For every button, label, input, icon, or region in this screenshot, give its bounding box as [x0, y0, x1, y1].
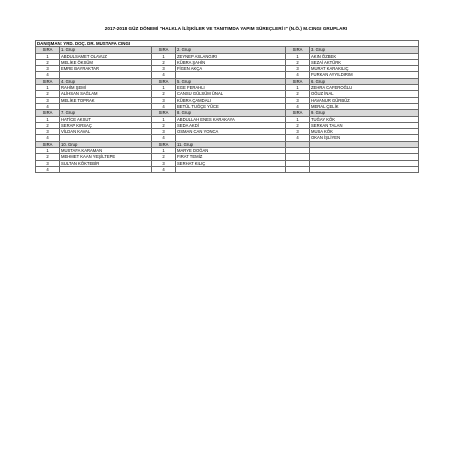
- row-number: 1: [152, 53, 176, 59]
- group-title: 9. Grup: [310, 110, 419, 116]
- group-title: 6. Grup: [310, 78, 419, 84]
- member-name: BETÜL TUĞÇE YÜCE: [176, 103, 286, 109]
- document-title: 2017-2018 GÜZ DÖNEMİ "HALKLA İLİŞKİLER VE TANITIMDA YAPIM SÜREÇLERİ I" (N.Ö.) M.CINGI GRUPLARI: [104, 26, 348, 31]
- member-name: SEDA AKDİ: [176, 122, 286, 128]
- member-name: FURKAN AYYILDIRIM: [310, 72, 419, 78]
- row-number: 1: [36, 85, 60, 91]
- member-name: MARYE DOĞAN: [176, 148, 286, 154]
- row-number: 1: [36, 53, 60, 59]
- member-name: SERHAT KILIÇ: [176, 160, 286, 166]
- row-number: 4: [36, 166, 60, 172]
- row-number: 3: [36, 97, 60, 103]
- member-name: SERKAN TALAN: [310, 122, 419, 128]
- member-name: SEZAİ AKTÜRK: [310, 59, 419, 65]
- row-number: 1: [286, 116, 310, 122]
- row-number: 2: [152, 59, 176, 65]
- row-number: 4: [36, 72, 60, 78]
- row-number: 3: [286, 66, 310, 72]
- sira-header: SIRA: [286, 110, 310, 116]
- group-title: 3. Grup: [310, 47, 419, 53]
- row-number: 4: [152, 166, 176, 172]
- member-name: ALİHSAN SAĞLAM: [60, 91, 152, 97]
- row-number: 4: [286, 72, 310, 78]
- member-name: RAHİM ŞEMİ: [60, 85, 152, 91]
- sira-header: SIRA: [152, 78, 176, 84]
- group-title: 8. Grup: [176, 110, 286, 116]
- row-number: 4: [286, 135, 310, 141]
- member-name: OSMAN CAN YONCA: [176, 129, 286, 135]
- row-number: 3: [286, 129, 310, 135]
- row-number: 4: [152, 135, 176, 141]
- row-number: 4: [36, 103, 60, 109]
- group-title: 4. Grup: [60, 78, 152, 84]
- sira-header: SIRA: [152, 141, 176, 147]
- sira-header: SIRA: [36, 141, 60, 147]
- row-number: 1: [152, 85, 176, 91]
- table-row: [36, 166, 419, 172]
- member-name: [310, 166, 419, 172]
- member-name: ABDULSAMET OLAVUZ: [60, 53, 152, 59]
- row-number: 3: [286, 97, 310, 103]
- row-number: 2: [286, 59, 310, 65]
- member-name: TUĞAY KÖK: [310, 116, 419, 122]
- row-number: 3: [36, 66, 60, 72]
- sira-header: SIRA: [286, 47, 310, 53]
- group-title: 5. Grup: [176, 78, 286, 84]
- row-number: [286, 166, 310, 172]
- member-name: MURAT KARAKILIÇ: [310, 66, 419, 72]
- row-number: 3: [152, 97, 176, 103]
- member-name: HAVANUR GÜRBÜZ: [310, 97, 419, 103]
- member-name: CANSU GÜLSÜM ÜNAL: [176, 91, 286, 97]
- member-name: EGE FERAHLI: [176, 85, 286, 91]
- row-number: 3: [36, 160, 60, 166]
- member-name: ZEYNEP ASLANGIRI: [176, 53, 286, 59]
- row-number: 2: [36, 91, 60, 97]
- row-number: 1: [286, 85, 310, 91]
- member-name: KÜBRA ÇAMDALI: [176, 97, 286, 103]
- member-name: HATİCE AKSUT: [60, 116, 152, 122]
- member-name: MELİKE ÖKSÜM: [60, 59, 152, 65]
- row-number: 4: [286, 103, 310, 109]
- member-name: OKAN İŞLİYEN: [310, 135, 419, 141]
- row-number: 2: [286, 91, 310, 97]
- member-name: AKIN ÖZBEK: [310, 53, 419, 59]
- row-number: 3: [152, 66, 176, 72]
- member-name: OĞUZ İNAL: [310, 91, 419, 97]
- sira-header: SIRA: [36, 110, 60, 116]
- member-name: FİGEN AKÇA: [176, 66, 286, 72]
- row-number: 1: [152, 116, 176, 122]
- member-name: MELİKE TOPRAK: [60, 97, 152, 103]
- member-name: SERAP KIRSAÇ: [60, 122, 152, 128]
- row-number: 3: [152, 129, 176, 135]
- row-number: 4: [152, 103, 176, 109]
- group-title: 7. Grup: [60, 110, 152, 116]
- member-name: MERAL ÇELİK: [310, 103, 419, 109]
- row-number: 2: [36, 59, 60, 65]
- advisor-name: DANIŞMAN: YRD. DOÇ. DR. MUSTAFA CINGI: [36, 41, 419, 47]
- member-name: FIRAT TEMİZ: [176, 154, 286, 160]
- group-title: 11. Grup: [176, 141, 286, 147]
- row-number: 1: [152, 148, 176, 154]
- groups-table: [35, 40, 419, 173]
- row-number: 2: [152, 91, 176, 97]
- member-name: KÜBRA ŞAHİN: [176, 59, 286, 65]
- member-name: MEHMET KAAN YEŞİLTEPE: [60, 154, 152, 160]
- sira-header: SIRA: [152, 47, 176, 53]
- member-name: ABDULLAH ENES KARAKAYA: [176, 116, 286, 122]
- row-number: 2: [36, 122, 60, 128]
- groups-table-body: [36, 41, 419, 173]
- row-number: 4: [36, 135, 60, 141]
- row-number: 3: [36, 129, 60, 135]
- sira-header: SIRA: [286, 78, 310, 84]
- row-number: 1: [286, 53, 310, 59]
- sira-header: SIRA: [36, 47, 60, 53]
- sira-header: SIRA: [152, 110, 176, 116]
- member-name: EMRE BAYRAKTAR: [60, 66, 152, 72]
- group-title: 2. Grup: [176, 47, 286, 53]
- row-number: 2: [152, 154, 176, 160]
- row-number: 1: [36, 116, 60, 122]
- sira-header: SIRA: [36, 78, 60, 84]
- member-name: MUSA KÖK: [310, 129, 419, 135]
- row-number: 4: [152, 72, 176, 78]
- row-number: 2: [286, 122, 310, 128]
- row-number: 1: [36, 148, 60, 154]
- group-title: 1. Grup: [60, 47, 152, 53]
- row-number: 3: [152, 160, 176, 166]
- member-name: ZEHRA CAFEROĞLU: [310, 85, 419, 91]
- group-title: 10. Grup: [60, 141, 152, 147]
- member-name: MUSTAFA KARAMAN: [60, 148, 152, 154]
- member-name: [176, 166, 286, 172]
- member-name: SULTAN KÖKTEBİR: [60, 160, 152, 166]
- row-number: 2: [152, 122, 176, 128]
- member-name: VİLDAN KAVAL: [60, 129, 152, 135]
- row-number: 2: [36, 154, 60, 160]
- member-name: [60, 166, 152, 172]
